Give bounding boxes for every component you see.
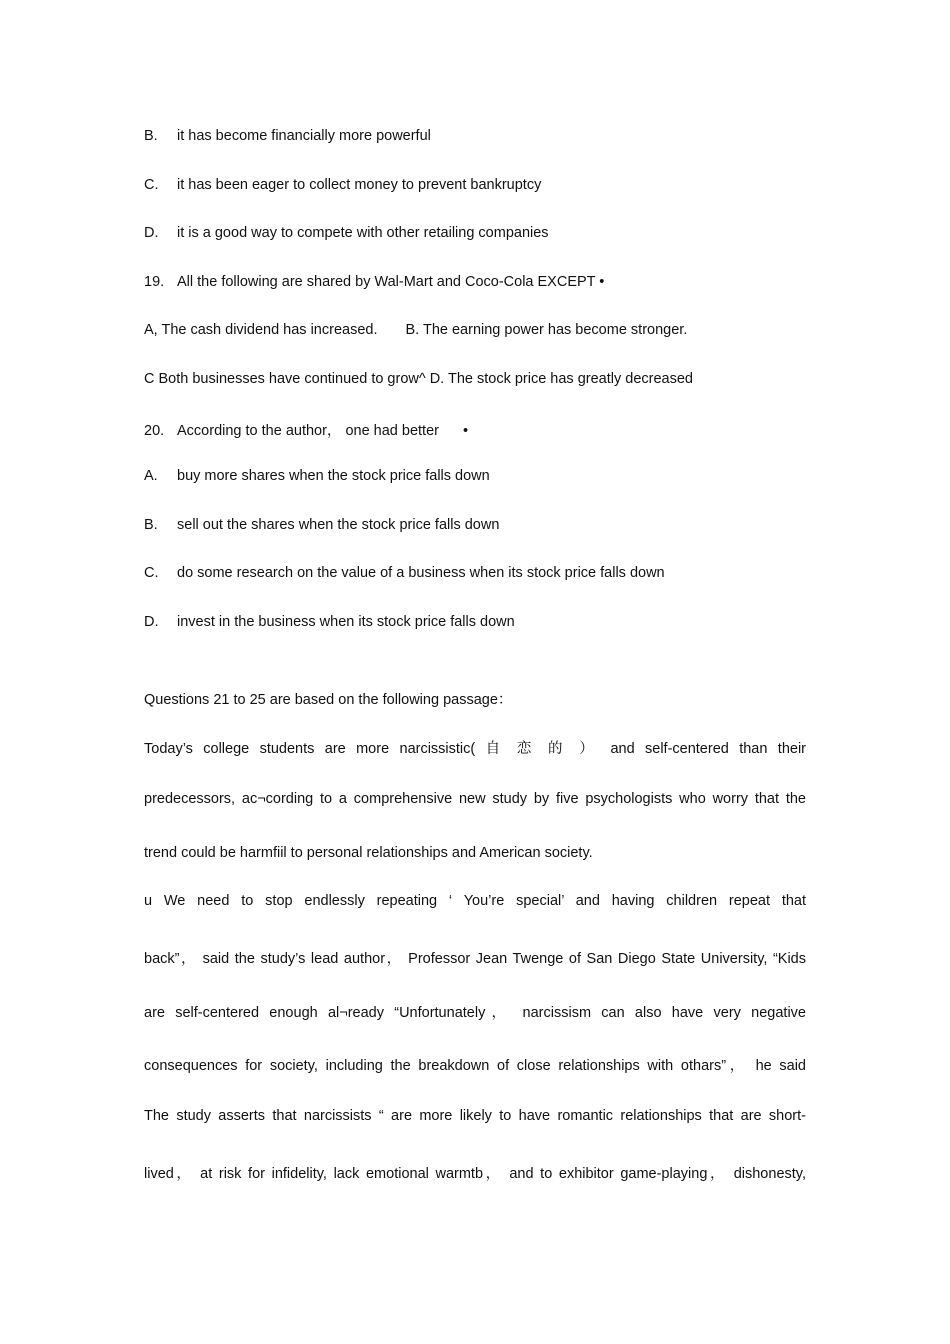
option-label: D.: [144, 225, 159, 241]
option-text: it has been eager to collect money to prevent bankruptcy: [177, 177, 542, 193]
passage-line: lived， at risk for infidelity, lack emotional warmtb， and to exhibitor game-playing， dishonesty,: [144, 1166, 806, 1182]
blank-bullet: •: [462, 423, 469, 439]
question-number: 19.: [144, 274, 165, 290]
option-label: C.: [144, 177, 159, 193]
passage-line: back”， said the study’s lead author， Professor Jean Twenge of San Diego State University, “Kids: [144, 951, 807, 967]
option-text: sell out the shares when the stock price falls down: [177, 517, 500, 533]
q20-option-d: [144, 614, 515, 630]
q18-option-c: [144, 177, 541, 193]
option-label: A.: [144, 468, 158, 484]
option-label: D.: [144, 614, 159, 630]
question-text: All the following are shared by Wal-Mart and Coco-Cola EXCEPT •: [177, 274, 605, 290]
option-text: do some research on the value of a business when its stock price falls down: [177, 565, 665, 581]
option-text: it has become financially more powerful: [177, 128, 431, 144]
passage-line: predecessors, ac¬cording to a comprehensive new study by five psychologists who worry that the: [144, 791, 806, 807]
q19-options-cd: [144, 371, 693, 387]
passage-line: Today’s college students are more narcissistic( 自 恋 的 ） and self-centered than their: [144, 741, 806, 757]
q19-stem: [144, 274, 604, 290]
option-label: B.: [144, 128, 158, 144]
option-text: buy more shares when the stock price falls down: [177, 468, 490, 484]
question-number: 20.: [144, 423, 165, 439]
q20-option-a: [144, 468, 490, 484]
option-label: C.: [144, 565, 159, 581]
q19-options-ab: [144, 322, 687, 338]
option-text: it is a good way to compete with other retailing companies: [177, 225, 549, 241]
passage-heading: Questions 21 to 25 are based on the following passage：: [144, 692, 513, 708]
option-cd: C Both businesses have continued to grow^ D. The stock price has greatly decreased: [144, 371, 693, 387]
passage-line: are self-centered enough al¬ready “Unfortunately， narcissism can also have very negative: [144, 1005, 806, 1021]
option-label: B.: [144, 517, 158, 533]
passage-line: consequences for society, including the breakdown of close relationships with othars”， he said: [144, 1058, 806, 1074]
option-text: invest in the business when its stock price falls down: [177, 614, 515, 630]
q20-stem: [144, 419, 468, 440]
option-a: A, The cash dividend has increased.: [144, 322, 378, 338]
q20-option-b: [144, 517, 499, 533]
passage-line: u We need to stop endlessly repeating ‘ You’re special’ and having children repeat that: [144, 893, 806, 909]
q18-option-b: [144, 128, 431, 144]
passage-line: trend could be harmfiil to personal relationships and American society.: [144, 845, 593, 861]
q18-option-d: [144, 225, 549, 241]
passage-line: The study asserts that narcissists “ are more likely to have romantic relationships that are short-: [144, 1108, 806, 1124]
q20-option-c: [144, 565, 665, 581]
question-text: According to the author， one had better: [177, 423, 439, 439]
option-b: B. The earning power has become stronger.: [405, 322, 688, 338]
